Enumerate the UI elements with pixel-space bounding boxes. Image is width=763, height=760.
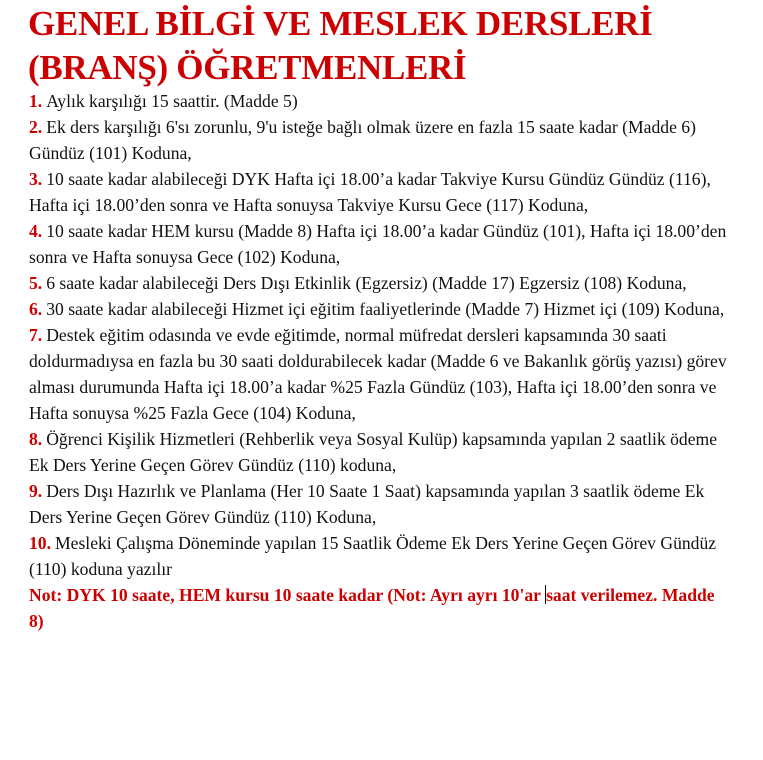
list-item: [29, 114, 729, 166]
item-number: 4.: [29, 221, 43, 241]
item-text: 6 saate kadar alabileceği Ders Dışı Etkinlik (Egzersiz) (Madde 17) Egzersiz (108) Koduna,: [46, 273, 687, 293]
item-text: 30 saate kadar alabileceği Hizmet içi eğitim faaliyetlerinde (Madde 7) Hizmet içi (109) Koduna,: [46, 299, 725, 319]
item-text: Destek eğitim odasında ve evde eğitimde, normal müfredat dersleri kapsamında 30 saati doldurmadıysa en fazla bu 30 saati doldurabilecek kadar (Madde 6 ve Bakanlık görüş yazısı) görev alması durumunda Hafta içi 18.00’a kadar %25 Fazla Gündüz (103), Hafta içi 18.00’den sonra ve Hafta sonuysa %25 Fazla Gece (104) Koduna,: [29, 325, 727, 423]
item-number: 10.: [29, 533, 51, 553]
item-text: Ders Dışı Hazırlık ve Planlama (Her 10 Saate 1 Saat) kapsamında yapılan 3 saatlik ödeme Ek Ders Yerine Geçen Görev Gündüz (110) Koduna,: [29, 481, 705, 527]
item-number: 6.: [29, 299, 43, 319]
item-text: Öğrenci Kişilik Hizmetleri (Rehberlik veya Sosyal Kulüp) kapsamında yapılan 2 saatlik ödeme Ek Ders Yerine Geçen Görev Gündüz (110) koduna,: [29, 429, 718, 475]
rules-list: [29, 88, 729, 634]
list-item: [29, 296, 729, 322]
item-number: 7.: [29, 325, 43, 345]
list-item: [29, 478, 729, 530]
document-title: GENEL BİLGİ VE MESLEK DERSLERİ (BRANŞ) ÖĞRETMENLERİ: [28, 4, 653, 87]
list-item: [29, 270, 729, 296]
item-number: 9.: [29, 481, 43, 501]
item-number: 3.: [29, 169, 43, 189]
list-item: [29, 426, 729, 478]
item-text: 10 saate kadar alabileceği DYK Hafta içi 18.00’a kadar Takviye Kursu Gündüz Gündüz (116), Hafta içi 18.00’den sonra ve Hafta sonuysa Takviye Kursu Gece (117) Koduna,: [29, 169, 711, 215]
list-item: [29, 88, 729, 114]
note-text-after-caret: saat verilemez. Madde 8): [29, 585, 715, 631]
item-number: 2.: [29, 117, 43, 137]
list-item: [29, 166, 729, 218]
list-item: [29, 322, 729, 426]
item-number: 1.: [29, 91, 43, 111]
item-text: Aylık karşılığı 15 saattir. (Madde 5): [46, 91, 298, 111]
note-text-before-caret: Not: DYK 10 saate, HEM kursu 10 saate kadar (Not: Ayrı ayrı 10'ar: [29, 585, 546, 605]
note-text[interactable]: [29, 582, 729, 634]
list-item: [29, 218, 729, 270]
item-text: Ek ders karşılığı 6'sı zorunlu, 9'u isteğe bağlı olmak üzere en fazla 15 saate kadar (Madde 6) Gündüz (101) Koduna,: [29, 117, 696, 163]
list-item: [29, 530, 729, 582]
item-number: 8.: [29, 429, 43, 449]
item-text: 10 saate kadar HEM kursu (Madde 8) Hafta içi 18.00’a kadar Gündüz (101), Hafta içi 18.00’den sonra ve Hafta sonuysa Gece (102) Koduna,: [29, 221, 727, 267]
item-number: 5.: [29, 273, 43, 293]
item-text: Mesleki Çalışma Döneminde yapılan 15 Saatlik Ödeme Ek Ders Yerine Geçen Görev Gündüz (110) koduna yazılır: [29, 533, 717, 579]
